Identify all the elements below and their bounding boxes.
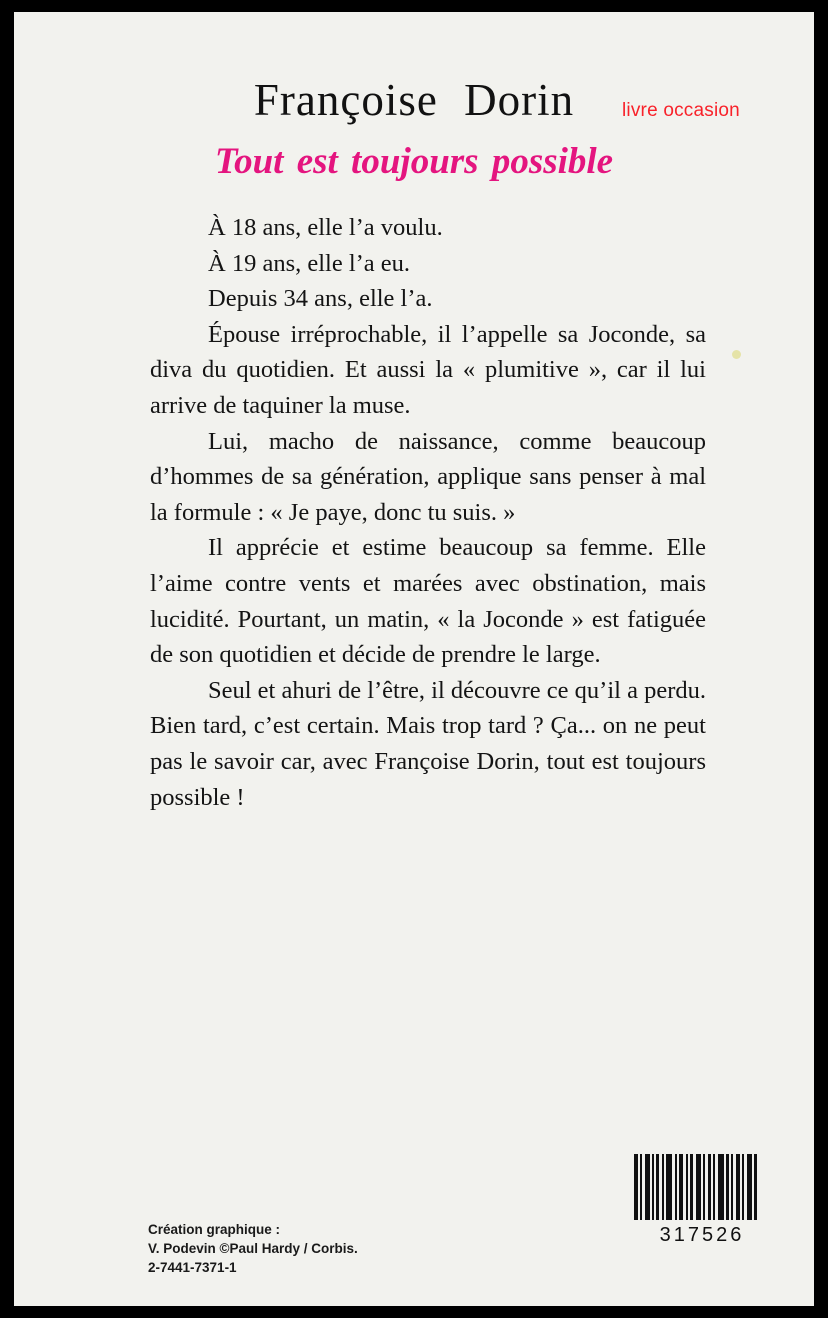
paper-blemish-dot [732,350,741,359]
back-cover-blurb [150,210,706,815]
book-title: Tout est toujours possible [214,141,614,182]
watermark-label: livre occasion [622,100,740,121]
blurb-paragraph: Épouse irréprochable, il l’appelle sa Joconde, sa diva du quotidien. Et aussi la « plumitive », car il lui arrive de taquiner la muse. [150,320,706,419]
credits-line-1: Création graphique : [148,1222,281,1237]
blurb-paragraph: Il apprécie et estime beaucoup sa femme. Elle l’aime contre vents et marées avec obstination, mais lucidité. Pourtant, un matin, « la Joconde » est fatiguée de son quotidien et décide de prendre le large. [150,534,706,669]
credits-line-2: V. Podevin ©Paul Hardy / Corbis. [148,1241,358,1256]
book-back-cover [14,12,814,1306]
credits-line-3-isbn: 2-7441-7371-1 [148,1260,237,1275]
blurb-paragraph: Lui, macho de naissance, comme beaucoup d’hommes de sa génération, applique sans penser à mal la formule : « Je paye, donc tu suis. » [150,427,706,526]
barcode-area [634,1154,770,1247]
barcode-number: 317526 [659,1224,745,1246]
graphic-credits [148,1220,358,1277]
blurb-paragraph: Depuis 34 ans, elle l’a. [208,285,433,313]
blurb-paragraph: À 19 ans, elle l’a eu. [208,249,411,277]
barcode-bars [634,1154,770,1220]
blurb-paragraph: Seul et ahuri de l’être, il découvre ce qu’il a perdu. Bien tard, c’est certain. Mais trop tard ? Ça... on ne peut pas le savoir car, avec Françoise Dorin, tout est toujours possible ! [150,676,706,811]
author-name: Françoise Dorin [253,75,575,125]
blurb-paragraph: À 18 ans, elle l’a voulu. [208,214,443,241]
